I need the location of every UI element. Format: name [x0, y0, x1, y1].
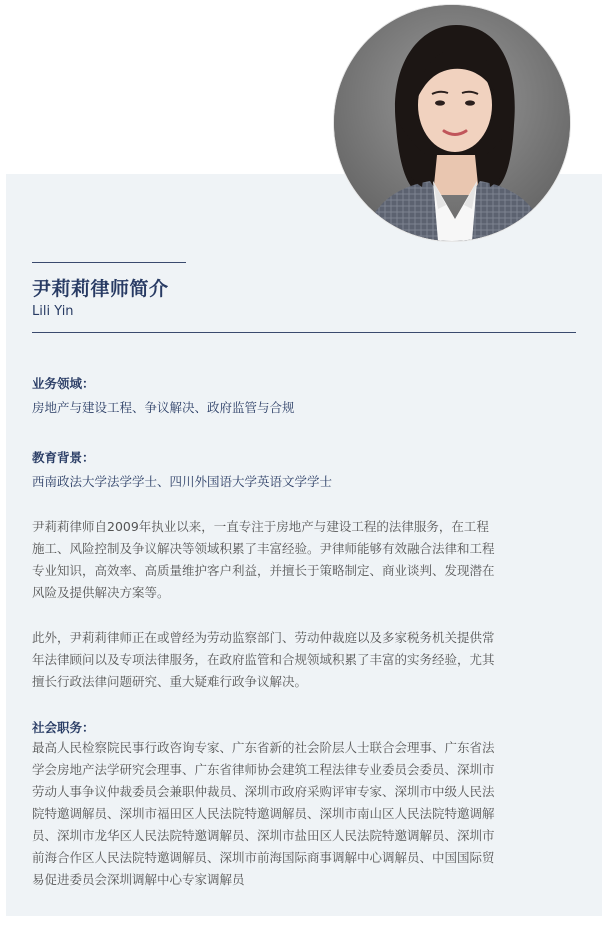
social-roles-label: 社会职务：: [32, 720, 95, 735]
bio-line: 擅长行政法律问题研究、重大疑难行政争议解决。: [32, 674, 308, 689]
bio-line: 施工、风险控制及争议解决等领域积累了丰富经验。尹律师能够有效融合法律和工程: [32, 541, 495, 556]
social-line: 易促进委员会深圳调解中心专家调解员: [32, 872, 245, 887]
bio-paragraph-2: [32, 627, 578, 693]
portrait-photo: [334, 5, 570, 241]
bio-line: 此外，尹莉莉律师正在或曾经为劳动监察部门、劳动仲裁庭以及多家税务机关提供常: [32, 630, 495, 645]
social-line: 员、深圳市龙华区人民法院特邀调解员、深圳市盐田区人民法院特邀调解员、深圳市: [32, 828, 495, 843]
english-name: Lili Yin: [32, 304, 74, 319]
page-title: 尹莉莉律师简介: [32, 278, 169, 300]
social-line: 前海合作区人民法院特邀调解员、深圳市前海国际商事调解中心调解员、中国国际贸: [32, 850, 495, 865]
title-divider: [32, 332, 576, 333]
social-line: 学会房地产法学研究会理事、广东省律师协会建筑工程法律专业委员会委员、深圳市: [32, 762, 495, 777]
practice-area-value: 房地产与建设工程、争议解决、政府监管与合规: [32, 400, 295, 415]
title-top-rule: [32, 262, 186, 263]
education-value: 西南政法大学法学学士、四川外国语大学英语文学学士: [32, 474, 333, 489]
bio-line: 年法律顾问以及专项法律服务，在政府监管和合规领域积累了丰富的实务经验，尤其: [32, 652, 495, 667]
social-line: 劳动人事争议仲裁委员会兼职仲裁员、深圳市政府采购评审专家、深圳市中级人民法: [32, 784, 495, 799]
bio-paragraph-1: [32, 516, 578, 604]
social-line: 院特邀调解员、深圳市福田区人民法院特邀调解员、深圳市南山区人民法院特邀调解: [32, 806, 495, 821]
practice-area-label: 业务领域：: [32, 376, 95, 391]
bio-line: 风险及提供解决方案等。: [32, 585, 170, 600]
bio-line: 专业知识，高效率、高质量维护客户利益，并擅长于策略制定、商业谈判、发现潜在: [32, 563, 495, 578]
social-line: 最高人民检察院民事行政咨询专家、广东省新的社会阶层人士联合会理事、广东省法: [32, 740, 495, 755]
bio-line: 尹莉莉律师自2009年执业以来，一直专注于房地产与建设工程的法律服务，在工程: [32, 519, 489, 534]
education-label: 教育背景：: [32, 450, 95, 465]
social-roles-text: [32, 737, 578, 891]
